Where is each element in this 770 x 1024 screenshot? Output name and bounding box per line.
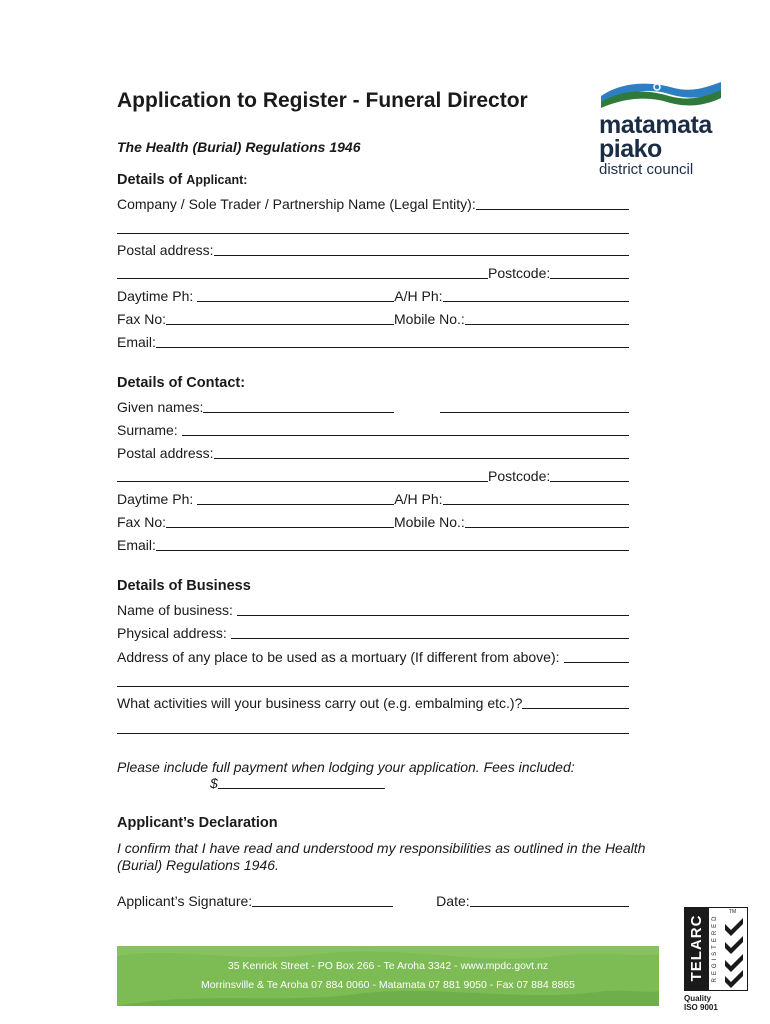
email-label: Email: xyxy=(117,334,156,350)
activities-label: What activities will your business carry out (e.g. embalming etc.)? xyxy=(117,695,523,711)
mobile-label: Mobile No.: xyxy=(394,311,465,327)
contact-postcode-field[interactable] xyxy=(550,481,629,482)
mortuary-label: Address of any place to be used as a mortuary (If different from above): xyxy=(117,649,560,665)
footer-address: 35 Kenrick Street - PO Box 266 - Te Aroha 3342 - www.mpdc.govt.nz xyxy=(227,960,549,972)
activities-field[interactable] xyxy=(522,708,629,709)
contact-mobile-field[interactable] xyxy=(465,527,629,528)
activities-field-line2[interactable] xyxy=(117,733,629,734)
ah-field[interactable] xyxy=(443,301,630,302)
signature-label: Applicant’s Signature: xyxy=(117,893,253,909)
contact-postcode-label: Postcode: xyxy=(488,468,551,484)
signature-field[interactable] xyxy=(252,906,393,907)
business-name-field[interactable] xyxy=(237,615,629,616)
fee-currency: $ xyxy=(210,775,218,791)
telarc-name: TELARC xyxy=(688,914,705,982)
logo-word-matamata: matamata xyxy=(599,111,712,139)
wave-icon xyxy=(599,78,724,108)
business-name-label: Name of business: xyxy=(117,602,233,618)
contact-email-row xyxy=(117,537,629,554)
page-title: Application to Register - Funeral Director xyxy=(117,89,528,112)
applicant-postal-row xyxy=(117,242,629,259)
contact-postcode-row xyxy=(117,468,629,485)
business-name-row xyxy=(117,602,629,619)
applicant-email-row xyxy=(117,334,629,351)
email-field[interactable] xyxy=(156,347,629,348)
ah-label: A/H Ph: xyxy=(394,288,443,304)
contact-daytime-field[interactable] xyxy=(197,504,394,505)
daytime-label: Daytime Ph: xyxy=(117,288,194,304)
contact-postal-row xyxy=(117,445,629,462)
fax-field[interactable] xyxy=(166,324,394,325)
telarc-registered: REGISTERED xyxy=(712,913,718,983)
applicant-postcode-row xyxy=(117,265,629,282)
applicant-company-row xyxy=(117,196,629,213)
contact-fax-row xyxy=(117,514,629,531)
telarc-quality: Quality ISO 9001 xyxy=(684,994,718,1012)
logo-word-piako: piako xyxy=(599,135,662,163)
postal-field[interactable] xyxy=(214,255,630,256)
telarc-tm: TM xyxy=(729,909,737,915)
postcode-label: Postcode: xyxy=(488,265,551,281)
signature-row xyxy=(117,893,629,910)
telarc-badge xyxy=(684,907,748,991)
mobile-field[interactable] xyxy=(465,324,629,325)
payment-note: Please include full payment when lodging your application. Fees included: xyxy=(117,759,575,775)
checkmarks-icon xyxy=(723,916,745,988)
footer-phones: Morrinsville & Te Aroha 07 884 0060 - Matamata 07 881 9050 - Fax 07 884 8865 xyxy=(201,979,575,991)
given-names-label: Given names: xyxy=(117,399,204,415)
given-names-field[interactable] xyxy=(203,412,394,413)
contact-fax-field[interactable] xyxy=(166,527,394,528)
company-label: Company / Sole Trader / Partnership Name (Legal Entity): xyxy=(117,196,476,212)
declaration-heading: Applicant’s Declaration xyxy=(117,815,278,831)
date-field[interactable] xyxy=(470,906,629,907)
applicant-fax-row xyxy=(117,311,629,328)
contact-email-label: Email: xyxy=(117,537,156,553)
contact-postal-label: Postal address: xyxy=(117,445,214,461)
contact-mobile-label: Mobile No.: xyxy=(394,514,465,530)
mortuary-field[interactable] xyxy=(564,662,629,663)
postcode-field[interactable] xyxy=(550,278,629,279)
fax-label: Fax No: xyxy=(117,311,167,327)
company-field[interactable] xyxy=(476,209,629,210)
contact-daytime-label: Daytime Ph: xyxy=(117,491,194,507)
contact-phone-row xyxy=(117,491,629,508)
declaration-text: I confirm that I have read and understood my responsibilities as outlined in the Health (Burial) Regulations 1946. xyxy=(117,840,646,873)
applicant-phone-row xyxy=(117,288,629,305)
contact-fax-label: Fax No: xyxy=(117,514,167,530)
contact-heading: Details of Contact: xyxy=(117,375,246,391)
company-field-line2[interactable] xyxy=(117,233,629,234)
date-label: Date: xyxy=(436,893,470,909)
fee-row xyxy=(210,775,385,792)
activities-row xyxy=(117,695,629,712)
physical-address-row xyxy=(117,625,629,642)
footer-pattern xyxy=(117,946,659,1006)
mortuary-row xyxy=(117,649,629,666)
logo-district-council: district council xyxy=(599,161,694,178)
physical-address-label: Physical address: xyxy=(117,625,227,641)
contact-email-field[interactable] xyxy=(156,550,629,551)
daytime-field[interactable] xyxy=(197,301,394,302)
page-subtitle: The Health (Burial) Regulations 1946 xyxy=(117,139,361,155)
postal-label: Postal address: xyxy=(117,242,214,258)
postal-field-line2[interactable] xyxy=(117,278,488,279)
physical-address-field[interactable] xyxy=(231,638,629,639)
footer-band xyxy=(117,946,659,1006)
contact-surname-row xyxy=(117,422,629,439)
contact-given-row xyxy=(117,399,629,416)
surname-label: Surname: xyxy=(117,422,178,438)
surname-field[interactable] xyxy=(182,435,629,436)
mortuary-field-line2[interactable] xyxy=(117,686,629,687)
given-names-field-2[interactable] xyxy=(440,412,629,413)
contact-ah-field[interactable] xyxy=(443,504,630,505)
business-heading: Details of Business xyxy=(117,578,251,594)
fee-field[interactable] xyxy=(218,788,385,789)
council-logo xyxy=(599,78,724,178)
contact-ah-label: A/H Ph: xyxy=(394,491,443,507)
contact-postal-field[interactable] xyxy=(214,458,630,459)
applicant-heading: Details of Applicant: xyxy=(117,172,248,188)
contact-postal-field-line2[interactable] xyxy=(117,481,488,482)
